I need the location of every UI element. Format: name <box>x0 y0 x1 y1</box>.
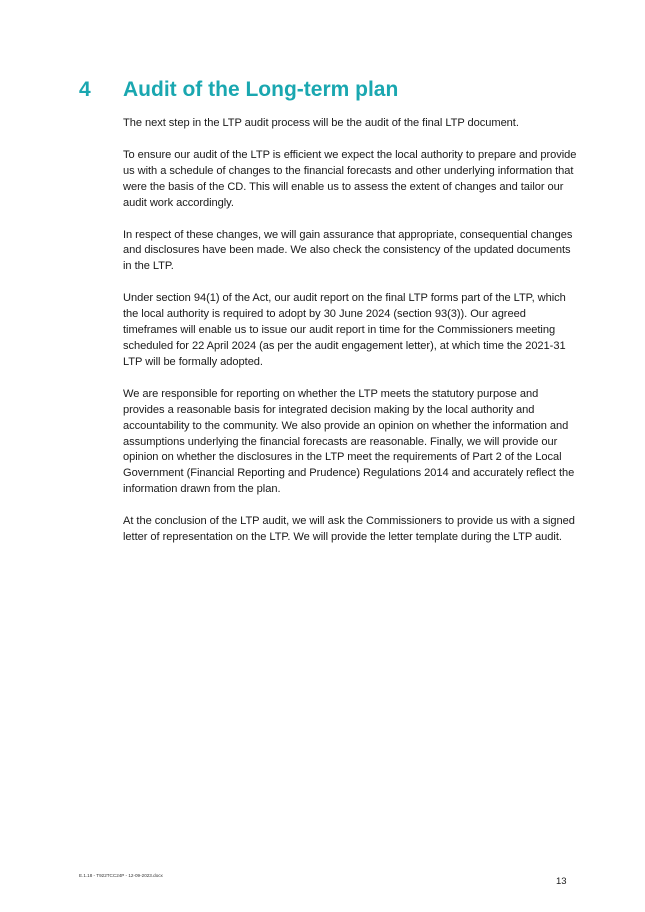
footer-document-ref: E.1.18 - T922TCC24P - 12-09-2023.docx <box>79 873 163 878</box>
paragraph: At the conclusion of the LTP audit, we will ask the Commissioners to provide us with a signed letter of representation on the LTP. We will provide the letter template during the LTP audit. <box>123 515 575 544</box>
section-body <box>123 116 578 562</box>
section-title: Audit of the Long-term plan <box>123 78 399 101</box>
section-number: 4 <box>79 78 91 101</box>
footer-page-number: 13 <box>556 876 567 887</box>
paragraph: The next step in the LTP audit process will be the audit of the final LTP document. <box>123 117 519 129</box>
paragraph: We are responsible for reporting on whether the LTP meets the statutory purpose and provides a reasonable basis for integrated decision making by the local authority and accountability to the community. We also provide an opinion on whether the information and assumptions underlying the financial forecasts are reasonable. Finally, we will provide our opinion on whether the disclosures in the LTP meet the requirements of Part 2 of the Local Government (Financial Reporting and Prudence) Regulations 2014 and accurately reflect the information drawn from the plan. <box>123 387 575 496</box>
section-heading <box>79 76 398 104</box>
paragraph: To ensure our audit of the LTP is efficient we expect the local authority to prepare and provide us with a schedule of changes to the financial forecasts and other underlying information that were the basis of the CD. This will enable us to assess the extent of changes and tailor our audit work accordingly. <box>123 148 577 209</box>
paragraph: In respect of these changes, we will gain assurance that appropriate, consequential changes and disclosures have been made. We also check the consistency of the updated documents in the LTP. <box>123 228 573 273</box>
paragraph: Under section 94(1) of the Act, our audit report on the final LTP forms part of the LTP, which the local authority is required to adopt by 30 June 2024 (section 93(3)). Our agreed timeframes will enable us to issue our audit report in time for the Commissioners meeting scheduled for 22 April 2024 (as per the audit engagement letter), at which time the 2021-31 LTP will be formally adopted. <box>123 292 566 368</box>
